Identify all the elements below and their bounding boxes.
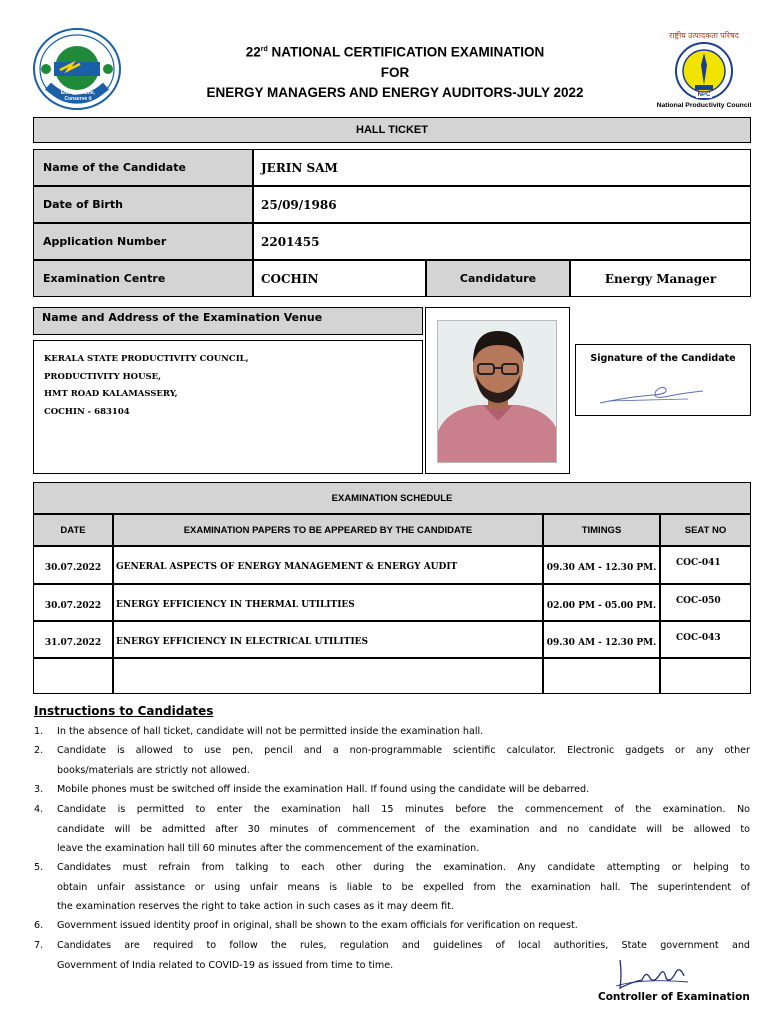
exam-paper: GENERAL ASPECTS OF ENERGY MANAGEMENT & ENERGY AUDIT <box>116 562 458 572</box>
candidate-photo <box>437 320 557 463</box>
name-label-cell <box>33 149 253 186</box>
name-value-cell <box>253 149 751 186</box>
exam-title <box>150 40 640 103</box>
app-label-cell <box>33 223 253 260</box>
instruction-number: 2. <box>34 745 44 756</box>
schedule-title-text: EXAMINATION SCHEDULE <box>331 492 453 504</box>
npc-hindi-text: राष्ट्रीय उत्पादकता परिषद <box>669 31 739 40</box>
bee-logo <box>32 28 122 110</box>
schedule-cell-paper <box>113 584 543 621</box>
centre-value-cell <box>253 260 426 297</box>
exam-date: 30.07.2022 <box>44 563 102 573</box>
schedule-cell-timing <box>543 621 660 658</box>
instruction-text: In the absence of hall ticket, candidate will not be permitted inside the examination hall. <box>57 726 484 737</box>
instruction-text: the examination reserves the right to take action in such cases as it may deem fit. <box>57 901 454 912</box>
venue-address-box <box>33 340 423 474</box>
instruction-text: books/materials are strictly not allowed. <box>57 764 250 776</box>
centre-label-cell <box>33 260 253 297</box>
dob-label: Date of Birth <box>43 198 123 211</box>
schedule-cell-date <box>33 584 113 621</box>
hall-ticket-title <box>33 117 751 143</box>
instruction-text: Government of India related to COVID-19 as issued from time to time. <box>57 959 394 971</box>
instruction-number: 3. <box>34 784 44 795</box>
exam-date: 30.07.2022 <box>44 600 102 611</box>
candidate-photo-icon <box>438 321 557 463</box>
exam-title-text: NATIONAL CERTIFICATION EXAMINATION <box>267 44 545 60</box>
candidature-value-cell <box>570 260 751 297</box>
schedule-cell-paper <box>113 621 543 658</box>
schedule-cell-seat <box>660 584 751 621</box>
column-header: DATE <box>60 524 86 536</box>
exam-number-suffix: rd <box>260 46 268 53</box>
dob-value-cell <box>253 186 751 223</box>
schedule-cell-seat <box>660 546 751 584</box>
instructions-title: Instructions to Candidates <box>34 704 214 718</box>
instruction-number: 5. <box>34 862 44 873</box>
venue-title-cell <box>33 307 423 335</box>
instruction-number: 1. <box>34 726 44 737</box>
instruction-number: 6. <box>34 920 44 931</box>
schedule-cell-timing <box>543 584 660 621</box>
venue-line: PRODUCTIVITY HOUSE, <box>44 371 162 382</box>
exam-timing: 09.30 AM - 12.30 PM. <box>546 637 657 648</box>
candidature: Energy Manager <box>604 271 717 286</box>
signature-box <box>575 344 751 416</box>
instruction-text: leave the examination hall till 60 minutes after the commencement of the examination. <box>57 843 480 854</box>
controller-label: Controller of Examination <box>598 991 750 1003</box>
candidature-label: Candidature <box>459 272 537 285</box>
seat-number: COC-050 <box>676 595 721 606</box>
exam-title-line1 <box>246 40 545 63</box>
candidate-signature-icon <box>598 381 708 407</box>
instruction-number: 4. <box>34 804 44 815</box>
instruction-number: 7. <box>34 940 44 951</box>
exam-title-line2: FOR <box>380 64 410 80</box>
npc-mark: NPC <box>697 92 711 98</box>
venue-title: Name and Address of the Examination Venue <box>42 311 323 324</box>
schedule-cell-timing <box>543 546 660 584</box>
schedule-empty-cell <box>543 658 660 694</box>
instruction-text: Mobile phones must be switched off inside the examination Hall. If found using the candidate will be debarred. <box>57 784 590 795</box>
instruction-text: Candidates must refrain from talking to each other during the examination. Any candidate attempting or helping to <box>57 862 750 873</box>
schedule-col-seat <box>660 514 751 546</box>
exam-paper: ENERGY EFFICIENCY IN THERMAL UTILITIES <box>116 599 355 610</box>
seat-number: COC-043 <box>676 632 721 643</box>
npc-logo <box>652 30 756 114</box>
schedule-col-timing <box>543 514 660 546</box>
application-number: 2201455 <box>261 234 320 249</box>
seat-number: COC-041 <box>676 558 721 568</box>
schedule-title <box>33 482 751 514</box>
date-of-birth: 25/09/1986 <box>261 197 337 212</box>
schedule-empty-cell <box>113 658 543 694</box>
column-header: EXAMINATION PAPERS TO BE APPEARED BY THE CANDIDATE <box>183 524 473 536</box>
instruction-text: Candidate is allowed to use pen, pencil and a non-programmable scientific calculator. Electronic gadgets or any other <box>57 745 750 756</box>
candidature-label-cell <box>426 260 570 297</box>
schedule-empty-cell <box>660 658 751 694</box>
instruction-text: obtain unfair assistance or using unfair means is liable to be expelled from the examination hall. The superintendent of <box>57 881 750 893</box>
exam-centre: COCHIN <box>261 271 319 286</box>
venue-line: COCHIN - 683104 <box>44 406 130 417</box>
application-number-label: Application Number <box>43 235 167 248</box>
candidate-name: JERIN SAM <box>261 160 338 175</box>
photo-frame <box>425 307 570 474</box>
schedule-cell-paper <box>113 546 543 584</box>
exam-centre-label: Examination Centre <box>43 272 166 285</box>
signature-label: Signature of the Candidate <box>590 353 736 364</box>
instruction-text: Candidates are required to follow the rules, regulation and guidelines of local authorities, State government and <box>57 940 750 951</box>
exam-title-line3: ENERGY MANAGERS AND ENERGY AUDITORS-JULY 2022 <box>206 84 584 100</box>
column-header: SEAT NO <box>684 524 727 536</box>
schedule-empty-cell <box>33 658 113 694</box>
column-header: TIMINGS <box>581 524 622 536</box>
controller-signature-icon <box>612 956 692 992</box>
venue-line: KERALA STATE PRODUCTIVITY COUNCIL, <box>44 354 249 364</box>
schedule-col-date <box>33 514 113 546</box>
schedule-cell-seat <box>660 621 751 658</box>
exam-timing: 09.30 AM - 12.30 PM. <box>546 563 657 573</box>
exam-number: 22 <box>245 44 261 60</box>
instruction-text: Candidate is permitted to enter the examination hall 15 minutes before the commencement of the examination. No <box>57 804 750 815</box>
instruction-text: candidate will be admitted after 30 minutes of commencement of the examination and no candidate will be allowed to <box>57 823 750 835</box>
name-label: Name of the Candidate <box>43 161 186 174</box>
schedule-cell-date <box>33 621 113 658</box>
exam-timing: 02.00 PM - 05.00 PM. <box>546 600 657 611</box>
exam-date: 31.07.2022 <box>44 637 102 648</box>
bee-logo-text: Energy is Life, Conserve it <box>60 90 96 102</box>
venue-line: HMT ROAD KALAMASSERY, <box>44 389 178 399</box>
app-value-cell <box>253 223 751 260</box>
schedule-cell-date <box>33 546 113 584</box>
dob-label-cell <box>33 186 253 223</box>
npc-caption: National Productivity Council <box>656 102 752 109</box>
schedule-col-paper <box>113 514 543 546</box>
exam-paper: ENERGY EFFICIENCY IN ELECTRICAL UTILITIES <box>116 636 369 647</box>
instruction-text: Government issued identity proof in original, shall be shown to the exam officials for verification on request. <box>57 920 578 931</box>
hall-ticket-title-text: HALL TICKET <box>356 124 428 136</box>
